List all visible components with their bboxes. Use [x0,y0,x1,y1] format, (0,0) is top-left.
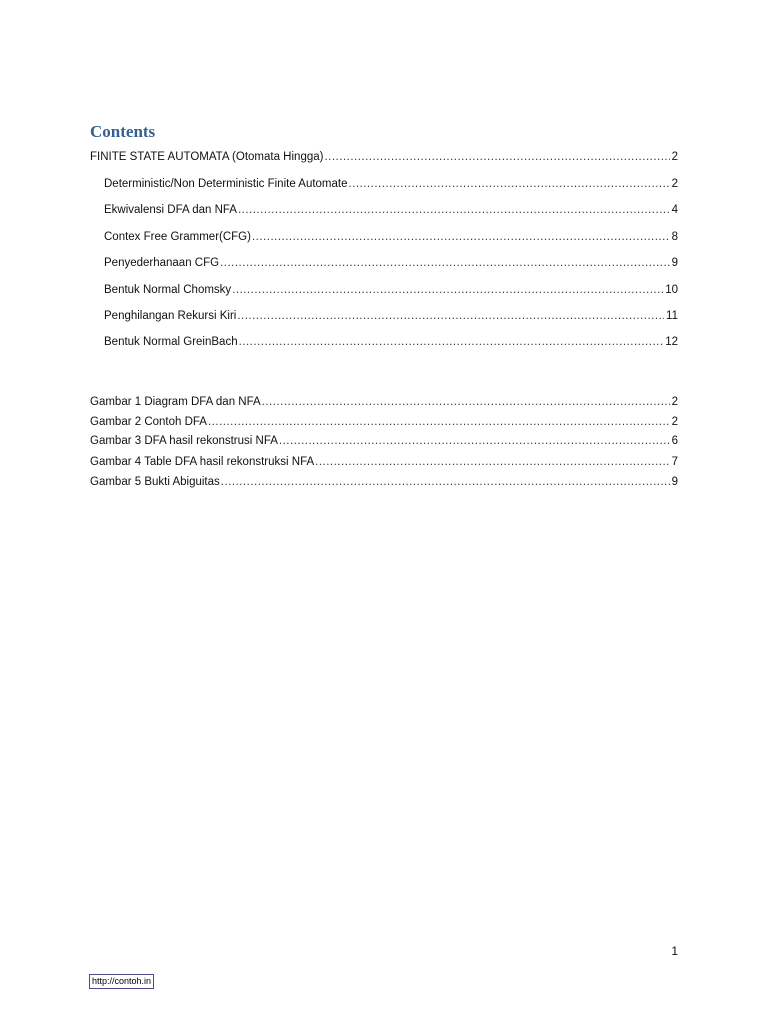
toc-entry-finite-state-automata[interactable] [90,150,678,164]
figure-entry-page: 7 [671,456,678,468]
watermark-link[interactable]: http://contoh.in [89,974,154,989]
figure-entry-page: 6 [671,435,678,447]
toc-entry-bentuk-normal-chomsky[interactable] [104,283,678,297]
figure-entry-gambar-4[interactable] [90,455,678,469]
figure-entry-label: Gambar 2 Contoh DFA [90,416,207,428]
toc-entry-label: Ekwivalensi DFA dan NFA [104,204,237,216]
dot-leader [252,230,670,244]
toc-entry-ekwivalensi-dfa-nfa[interactable] [104,203,678,217]
toc-entry-penghilangan-rekursi-kiri[interactable] [104,309,678,323]
toc-entry-page: 2 [671,151,678,163]
toc-entry-page: 8 [671,231,678,243]
toc-entry-contex-free-grammer[interactable] [104,230,678,244]
toc-entry-label: Contex Free Grammer(CFG) [104,231,251,243]
figure-entry-page: 2 [671,416,678,428]
toc-entry-page: 2 [671,178,678,190]
dot-leader [324,150,669,164]
dot-leader [349,177,670,191]
dot-leader [232,283,663,297]
dot-leader [315,455,669,469]
figure-entry-page: 2 [671,396,678,408]
figure-entry-gambar-2[interactable] [90,415,678,429]
toc-entry-label: Penyederhanaan CFG [104,257,220,269]
toc-entry-label: Bentuk Normal GreinBach [104,336,238,348]
toc-entry-penyederhanaan-cfg[interactable] [104,256,678,270]
dot-leader [237,309,664,323]
figure-entry-page: 9 [671,476,678,488]
toc-entry-label: FINITE STATE AUTOMATA (Otomata Hingga) [90,151,324,163]
dot-leader [221,475,670,489]
page-number: 1 [671,944,678,958]
dot-leader [208,415,670,429]
toc-entry-page: 12 [665,336,678,348]
toc-entry-bentuk-normal-greinbach[interactable] [104,335,678,349]
dot-leader [238,203,670,217]
toc-entry-page: 9 [671,257,678,269]
toc-entry-page: 11 [666,310,678,322]
toc-entry-deterministic-finite-automate[interactable] [104,177,678,191]
toc-entry-page: 4 [671,204,678,216]
toc-entry-page: 10 [665,284,678,296]
dot-leader [262,395,670,409]
figure-entry-label: Gambar 5 Bukti Abiguitas [90,476,220,488]
dot-leader [279,434,670,448]
toc-entry-label: Penghilangan Rekursi Kiri [104,310,237,322]
figure-entry-gambar-1[interactable] [90,395,678,409]
figure-entry-label: Gambar 1 Diagram DFA dan NFA [90,396,261,408]
figure-entry-label: Gambar 4 Table DFA hasil rekonstruksi NFA [90,456,315,468]
dot-leader [220,256,670,270]
dot-leader [239,335,664,349]
toc-entry-label: Deterministic/Non Deterministic Finite Automate [104,178,348,190]
toc-entry-label: Bentuk Normal Chomsky [104,284,232,296]
figure-entry-gambar-3[interactable] [90,434,678,448]
contents-heading: Contents [90,122,156,141]
figure-entry-label: Gambar 3 DFA hasil rekonstrusi NFA [90,435,278,447]
figure-entry-gambar-5[interactable] [90,475,678,489]
